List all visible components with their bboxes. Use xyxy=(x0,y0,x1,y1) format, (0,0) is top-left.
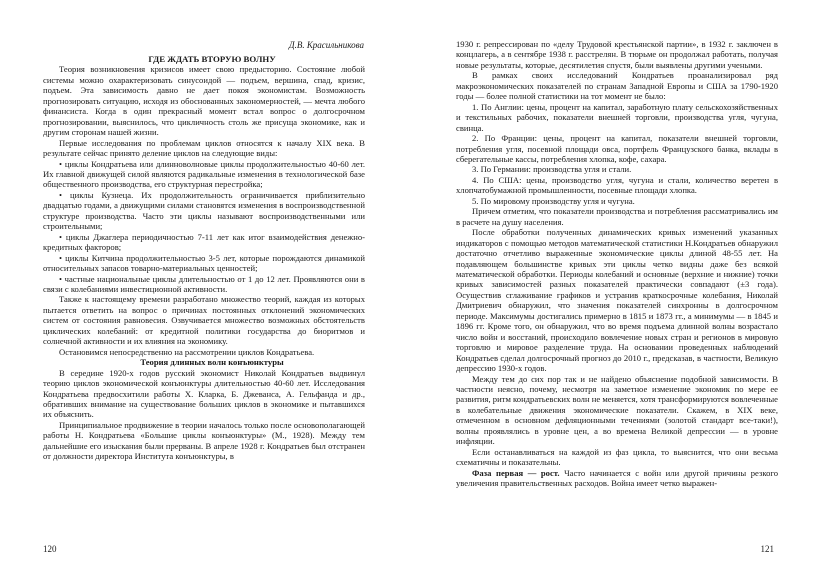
right-page xyxy=(410,0,820,579)
list-item: • циклы Кондратьева или длинноволновые циклы продолжительностью 40-60 лет. Их главной движущей силой являются радикальные изменения в технологической базе общественного производства, его структурная перестройка; xyxy=(43,158,365,190)
right-text-column xyxy=(456,39,778,488)
list-item: 3. По Германии: производства угля и стали. xyxy=(472,164,632,175)
section-heading: Теория длинных волн конъюнктуры xyxy=(140,357,284,368)
list-item: 1. По Англии: цены, процент на капитал, заработную плату сельскохозяйственных и текстильных рабочих, показатели внешней торговли, производства угля, чугуна, свинца. xyxy=(456,101,778,133)
article-title: ГДЕ ЖДАТЬ ВТОРУЮ ВОЛНУ xyxy=(148,54,276,64)
phase-label: Фаза первая — рост. xyxy=(472,467,560,478)
list-item: • циклы Джаглера периодичностью 7-11 лет как итог взаимодействия денежно- кредитных факторов; xyxy=(43,231,365,253)
running-head-author: Д.В. Красильникова xyxy=(288,40,364,50)
paragraph: Первые исследования по проблемам циклов относятся к началу XIX века. В результате сейчас принято деление циклов на следующие виды: xyxy=(43,137,365,159)
list-item: • циклы Китчина продолжительностью 3-5 лет, которые порождаются динамикой относительных запасов товарно-материальных ценностей; xyxy=(43,252,365,274)
paragraph: Также к настоящему времени разработано множество теорий, каждая из которых пытается ответить на вопрос о причинах постоянных отклонений экономических систем от состояния равновесия. Озвучивается множество возможных обстоятельств циклических колебаний: от кредитной политики государства до биоритмов и солнечной активности и их влияния на экономику. xyxy=(43,294,365,347)
list-item: 4. По США: цены, производство угля, чугуна и стали, количество веретен в хлопчатобумажной промышленности, посевные площади хлопка. xyxy=(456,174,778,196)
paragraph: Между тем до сих пор так и не найдено объяснение подобной зависимости. В частности неясно, почему, несмотря на заметное изменение экономик по мере ее развития, ритм кондратьевских волн не меняется, хотя трансформируются вовлеченные в колебательные движения экономические показатели. Скажем, в XIX веке, отмеченном в основном дефляционными течениями (золотой стандарт все-таки!), волны проявлялись в уровне цен, а во времена Великой депрессии — в уровне инфляции. xyxy=(456,373,778,447)
paragraph: Принципиальное продвижение в теории началось только после основополагающей работы Н. Кондратьева «Большие циклы конъюнктуры» (М., 1928). Между тем дальнейшие его изыскания были прерваны. В апреле 1928 г. Кондратьев был отстранен от должности директора Института конъюнктуры, в xyxy=(43,419,365,462)
paragraph: Остановимся непосредственно на рассмотрении циклов Кондратьева. xyxy=(59,346,315,357)
paragraph: Если останавливаться на каждой из фаз цикла, то выяснится, что они весьма схематичны и показательны. xyxy=(456,446,778,468)
list-item: • частные национальные циклы длительностью от 1 до 12 лет. Проявляются они в связи с колебаниями инвестиционной активности. xyxy=(43,273,365,294)
list-item: 5. По мировому производству угля и чугуна. xyxy=(472,195,635,206)
page-number: 120 xyxy=(43,544,57,554)
list-item: 2. По Франции: цены, процент на капитал, показатели внешней торговли, потребления угля, посевной площади овса, портфель Французского банка, вклады в сберегательные кассы, потребления хлопка, кофе, сахара. xyxy=(456,133,778,164)
paragraph xyxy=(456,468,778,489)
paragraph: Причем отметим, что показатели производства и потребления рассматривались им в расчете на душу населения. xyxy=(456,206,778,227)
paragraph: В рамках своих исследований Кондратьев проанализировал ряд макроэкономических показателей по странам Западной Европы и США за 1790-1920 годы — более полной статистики на тот момент не было: xyxy=(456,70,778,102)
paragraph: 1930 г. репрессирован по «делу Трудовой крестьянской партии», в 1932 г. заключен в концлагерь, а в сентябре 1938 г. расстрелян. В тюрьме он продолжал работать, получая новые результаты, которые, десятилетия спустя, были выявлены другими учеными. xyxy=(456,39,778,70)
paragraph: В середине 1920-х годов русский экономист Николай Кондратьев выдвинул теорию циклов экономической конъюнктуры длительностью 40-60 лет. Исследования Кондратьева предвосхитили работы Х. Кларка, Б. Джеванса, А. Гельфанда и др., обративших внимание на существование больших циклов в экономике и пытавшихся их объяснить. xyxy=(43,367,365,420)
left-text-column xyxy=(43,40,365,462)
page-number: 121 xyxy=(760,544,774,554)
phase-text: Часто начинается с войн или другой причины резкого увеличения правительственных расходов. Война имеет четко выражен- xyxy=(456,467,778,489)
paragraph: После обработки полученных динамических кривых изменений указанных индикаторов с помощью методов математической статистики Н.Кондратьев обнаружил достаточно отчетливо выраженные экономические циклы длиной 48-55 лет. На подавляющем большинстве кривых эти циклы четко видны даже без всякой математической обработки. Периоды колебаний и основные (верхние и нижние) точки кривых зависимостей разных показателей практически совпадают (±3 года). Осуществив сглаживание графиков и устранив краткосрочные колебания, Николай Дмитриевич обнаружил, что значения показателей синхронны в долгосрочном периоде. Максимумы достигались примерно в 1815 и 1873 гг., а минимумы — в 1845 и 1896 гг. Кроме того, он обнаружил, что во время подъема длинной волны возрастало число войн и восстаний, происходило вовлечение новых стран и регионов в мировую торговлю и мировое разделение труда. На основании проведенных наблюдений Кондратьев сделал долгосрочный прогноз до 2010 г., предсказав, в частности, Великую депрессию 1930-х годов. xyxy=(456,227,778,374)
paragraph: Теория возникновения кризисов имеет свою предысторию. Состояние любой системы можно охарактеризовать синусоидой — подъем, вершина, спад, кризис, подъем. Эта зависимость давно не дает покоя экономистам. Возможность прогнозировать ситуацию, исходя из обоснованных закономерностей, — мечта любого финансиста. Когда в один прекрасный момент встал вопрос о долгосрочном прогнозировании, выяснилось, что цикличность столь же присуща экономике, как и другим сторонам нашей жизни. xyxy=(43,64,365,138)
list-item: • циклы Кузнеца. Их продолжительность ограничивается приблизительно двадцатью годами, а движущими силами становятся изменения в воспроизводственной структуре производства. Часто эти циклы называют воспроизводственными или строительными; xyxy=(43,189,365,232)
